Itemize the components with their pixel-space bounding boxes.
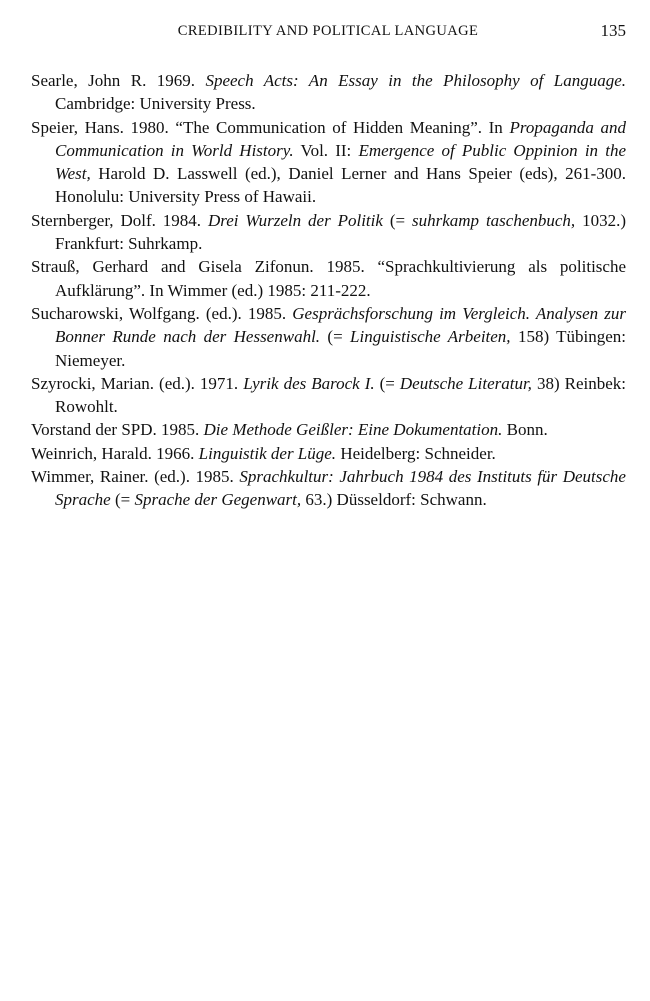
reference-entry: Vorstand der SPD. 1985. Die Methode Geißler: Eine Dokumentation. Bonn. xyxy=(31,420,548,440)
reference-entry: Speier, Hans. 1980. “The Communication of Hidden Meaning”. In Propaganda and Communication in World History. Vol. II: Emergence of Public Oppinion in the West, Harold D. Lasswell (ed.), Daniel Lerner and Hans Speier (eds), 261-300. Honolulu: University Press of Hawaii. xyxy=(31,117,627,207)
reference-list xyxy=(31,69,626,512)
page-number: 135 xyxy=(600,21,626,40)
reference-entry: Sucharowski, Wolfgang. (ed.). 1985. Gesprächsforschung im Vergleich. Analysen zur Bonner Runde nach der Hessenwahl. (= Linguistische Arbeiten, 158) Tübingen: Niemeyer. xyxy=(31,303,627,370)
running-head xyxy=(0,20,650,42)
reference-entry: Strauß, Gerhard and Gisela Zifonun. 1985. “Sprachkultivierung als politische Aufklärung”. In Wimmer (ed.) 1985: 211-222. xyxy=(31,257,626,300)
reference-entry: Searle, John R. 1969. Speech Acts: An Essay in the Philosophy of Language. Cambridge: University Press. xyxy=(31,71,626,114)
reference-entry: Sternberger, Dolf. 1984. Drei Wurzeln der Politik (= suhrkamp taschenbuch, 1032.) Frankfurt: Suhrkamp. xyxy=(31,210,626,254)
reference-entry: Wimmer, Rainer. (ed.). 1985. Sprachkultur: Jahrbuch 1984 des Instituts für Deutsche Sprache (= Sprache der Gegenwart, 63.) Düsseldorf: Schwann. xyxy=(31,467,626,510)
running-title: CREDIBILITY AND POLITICAL LANGUAGE xyxy=(177,23,479,39)
reference-entry: Szyrocki, Marian. (ed.). 1971. Lyrik des Barock I. (= Deutsche Literatur, 38) Reinbek: Rowohlt. xyxy=(31,373,626,417)
reference-entry: Weinrich, Harald. 1966. Linguistik der Lüge. Heidelberg: Schneider. xyxy=(31,443,496,463)
